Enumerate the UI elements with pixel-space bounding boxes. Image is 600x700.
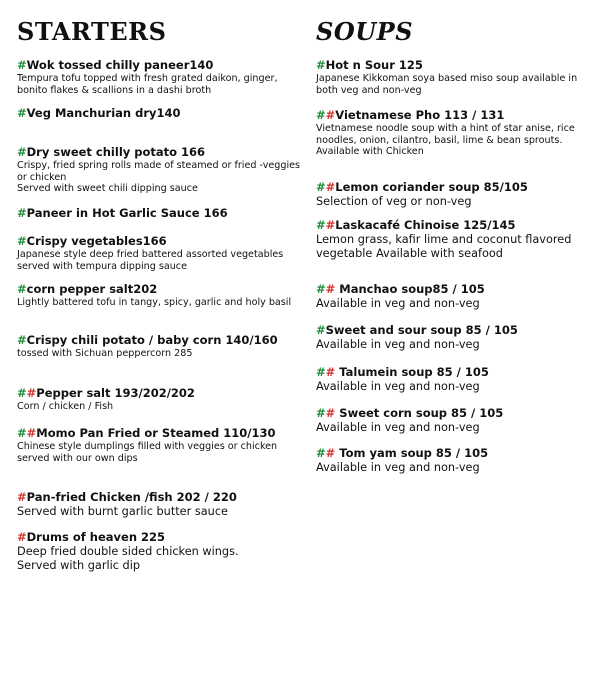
menu-item-description [316,195,596,209]
menu-item-description [316,421,596,435]
description-line: Selection of veg or non-veg [316,195,472,208]
description-line: Crispy, fried spring rolls made of steamed or fried -veggies or chicken [17,160,301,183]
menu-item-description [17,401,302,413]
menu-item-name: Pepper salt 193/202/202 [36,386,195,400]
marker-glyph: # [316,323,326,337]
marker-glyph: # [316,365,326,379]
menu-item-title [17,58,302,73]
menu-item-title [316,406,596,421]
menu-item-title [316,446,596,461]
menu-item-name: Manchao soup85 / 105 [335,282,485,296]
marker-glyph: # [316,180,326,194]
soups-column [316,17,596,474]
menu-item-name: Laskacafé Chinoise 125/145 [335,218,516,232]
menu-item [17,490,302,519]
menu-item-description [17,249,302,272]
menu-item-name: Crispy chili potato / baby corn 140/160 [26,333,278,347]
menu-item-name: Pan-fried Chicken /fish 202 / 220 [26,490,237,504]
menu-item-title [316,218,596,233]
description-line: Served with burnt garlic butter sauce [17,505,229,518]
marker-glyph: # [316,58,326,72]
starters-heading: STARTERS [17,17,167,46]
starters-column [17,17,302,572]
menu-item [17,106,302,121]
marker-glyph: # [17,282,27,296]
menu-item [17,145,302,195]
menu-item-description [17,297,302,309]
menu-item-name: Veg Manchurian dry140 [26,106,181,120]
menu-item [17,234,302,272]
marker-glyph: # [325,365,336,379]
menu-item-title [17,490,302,505]
menu-item-title [17,386,302,401]
menu-item-description [17,73,302,96]
menu-item-description [316,73,596,96]
menu-item-name: corn pepper salt202 [26,282,158,296]
menu-item-title [17,426,302,441]
menu-item [316,406,596,435]
menu-item [316,218,596,261]
marker-glyph: # [17,530,27,544]
menu-item-description [17,348,302,360]
menu-item-title [17,206,302,221]
menu-item-title [316,323,596,338]
menu-item-name: Sweet corn soup 85 / 105 [335,406,504,420]
marker-glyph: # [17,145,27,159]
menu-item [316,446,596,475]
description-line: Available in veg and non-veg [316,380,480,393]
marker-glyph: # [17,426,27,440]
menu-item [316,108,596,158]
menu-item-name: Vietnamese Pho 113 / 131 [335,108,505,122]
menu-item-description [17,441,302,464]
marker-glyph: # [325,282,336,296]
description-line: tossed with Sichuan peppercorn 285 [17,348,193,359]
menu-item-name: Talumein soup 85 / 105 [335,365,489,379]
marker-glyph: # [325,180,336,194]
description-line: Served with sweet chili dipping sauce [17,183,198,194]
menu-item-title [316,282,596,297]
menu-item [17,386,302,413]
description-line: Deep fried double sided chicken wings. [17,545,239,558]
marker-glyph: # [17,206,27,220]
menu-item-name: Tom yam soup 85 / 105 [335,446,489,460]
description-line: Chinese style dumplings filled with veggies or chicken served with our own dips [17,441,278,464]
soups-heading: SOUPS [316,17,414,46]
marker-glyph: # [26,426,37,440]
description-line: Available with Chicken [316,146,424,157]
menu-item-title [316,108,596,123]
description-line: Corn / chicken / Fish [17,401,114,412]
marker-glyph: # [26,386,37,400]
menu-item [316,180,596,209]
menu-item [316,282,596,311]
menu-item [316,323,596,352]
description-line: Served with garlic dip [17,558,141,572]
marker-glyph: # [17,490,27,504]
menu-item-name: Sweet and sour soup 85 / 105 [325,323,518,337]
marker-glyph: # [316,446,326,460]
menu-item-title [17,145,302,160]
menu-item-description [316,233,596,261]
menu-item-description [316,297,596,311]
marker-glyph: # [316,108,326,122]
description-line: Vietnamese noodle soup with a hint of star anise, rice noodles, onion, cilantro, basil, lime & bean sprouts. [316,123,575,146]
marker-glyph: # [17,386,27,400]
menu-item-description [17,545,302,573]
menu-item [316,58,596,96]
marker-glyph: # [17,58,27,72]
description-line: Lemon grass, kafir lime and coconut flavored vegetable Available with seafood [316,233,572,260]
menu-item [316,365,596,394]
menu-item-title [17,106,302,121]
menu-item-title [17,234,302,249]
menu-item-title [17,282,302,297]
menu-item-name: Momo Pan Fried or Steamed 110/130 [36,426,276,440]
menu-item-description [316,338,596,352]
marker-glyph: # [325,446,336,460]
marker-glyph: # [325,218,336,232]
menu-item [17,426,302,464]
description-line: Available in veg and non-veg [316,461,480,474]
menu-item-name: Lemon coriander soup 85/105 [335,180,528,194]
menu-item-description [316,380,596,394]
description-line: Tempura tofu topped with fresh grated daikon, ginger, bonito flakes & scallions in a dashi broth [17,73,278,96]
marker-glyph: # [17,106,27,120]
menu-item-description [316,123,596,158]
menu-item-description [17,505,302,519]
menu-item-description [316,461,596,475]
menu-item-name: Crispy vegetables166 [26,234,167,248]
menu-item [17,333,302,360]
menu-item-title [17,333,302,348]
description-line: Lightly battered tofu in tangy, spicy, garlic and holy basil [17,297,292,308]
menu-item [17,206,302,221]
marker-glyph: # [316,406,326,420]
marker-glyph: # [17,333,27,347]
menu-item-name: Wok tossed chilly paneer140 [26,58,214,72]
menu-item [17,58,302,96]
menu-item-name: Paneer in Hot Garlic Sauce 166 [26,206,228,220]
menu-item-name: Hot n Sour 125 [325,58,423,72]
description-line: Available in veg and non-veg [316,297,480,310]
description-line: Available in veg and non-veg [316,421,480,434]
menu-item [17,282,302,309]
marker-glyph: # [17,234,27,248]
description-line: Available in veg and non-veg [316,338,480,351]
marker-glyph: # [325,108,336,122]
marker-glyph: # [325,406,336,420]
marker-glyph: # [316,218,326,232]
menu-item-title [316,58,596,73]
menu-item-title [316,365,596,380]
menu-item-name: Dry sweet chilly potato 166 [26,145,206,159]
marker-glyph: # [316,282,326,296]
menu-item-description [17,160,302,195]
description-line: Japanese Kikkoman soya based miso soup available in both veg and non-veg [316,73,578,96]
menu-item-title [316,180,596,195]
menu-item [17,530,302,573]
menu-item-title [17,530,302,545]
description-line: Japanese style deep fried battered assorted vegetables served with tempura dipping sauce [17,249,284,272]
menu-item-name: Drums of heaven 225 [26,530,166,544]
